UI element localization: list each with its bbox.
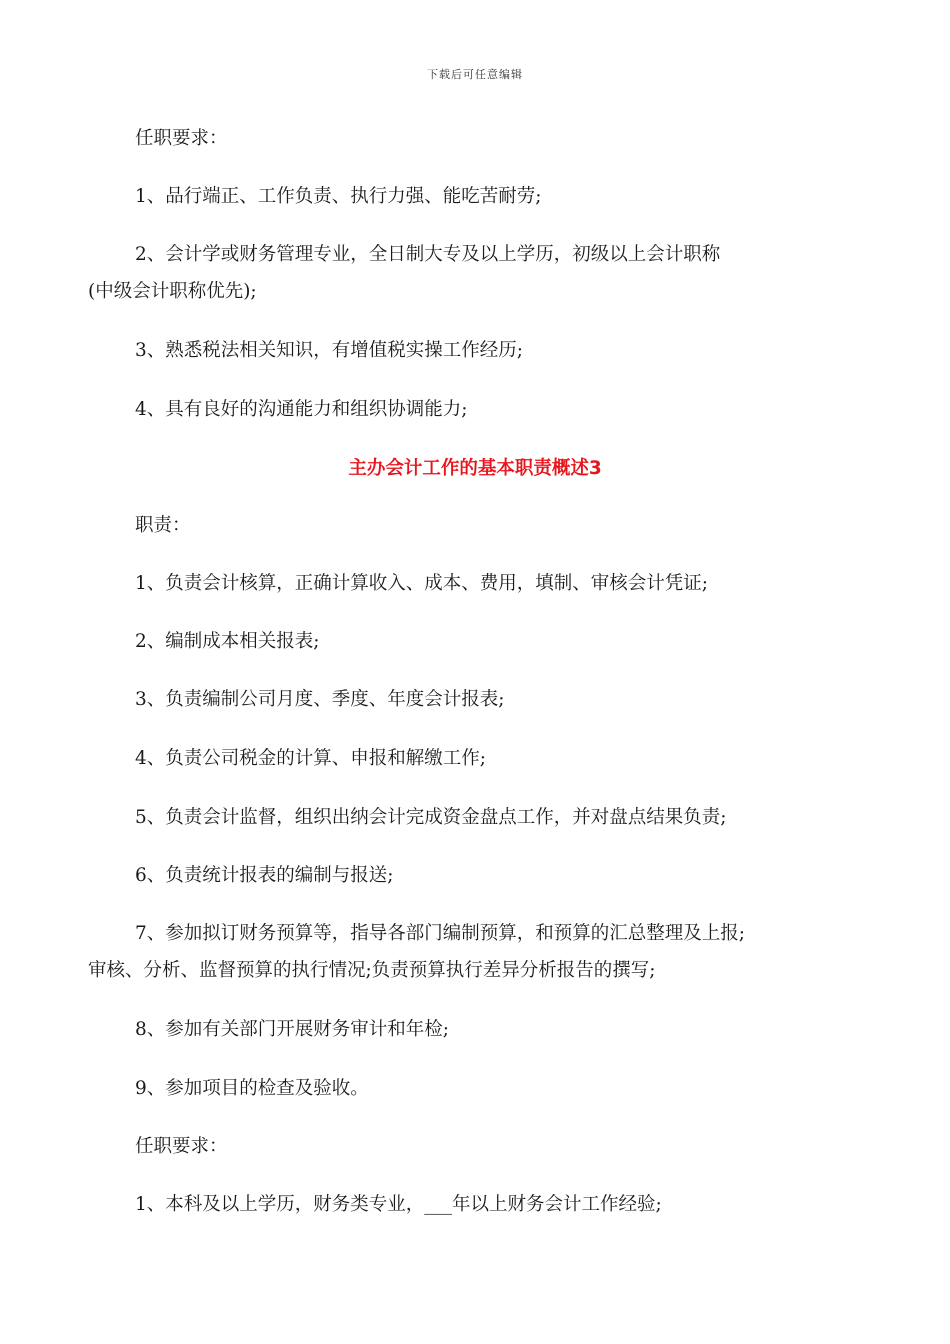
list-item: 3、熟悉税法相关知识，有增值税实操工作经历; [135, 340, 524, 361]
duties-label: 职责： [135, 515, 191, 536]
list-item: 5、负责会计监督，组织出纳会计完成资金盘点工作，并对盘点结果负责; [135, 807, 727, 828]
list-item: 9、参加项目的检查及验收。 [135, 1078, 369, 1099]
list-item: 7、参加拟订财务预算等，指导各部门编制预算，和预算的汇总整理及上报; [135, 923, 746, 944]
page-header: 下载后可任意编辑 [427, 68, 523, 81]
list-item-continuation: (中级会计职称优先); [88, 281, 257, 302]
list-item: 4、具有良好的沟通能力和组织协调能力; [135, 399, 468, 420]
list-item: 1、负责会计核算，正确计算收入、成本、费用，填制、审核会计凭证; [135, 573, 709, 594]
section-heading: 主办会计工作的基本职责概述3 [348, 458, 602, 479]
list-item: 2、编制成本相关报表; [135, 631, 320, 652]
list-item-continuation: 审核、分析、监督预算的执行情况;负责预算执行差异分析报告的撰写; [88, 960, 656, 981]
list-item: 3、负责编制公司月度、季度、年度会计报表; [135, 689, 505, 710]
requirements-label: 任职要求： [135, 128, 228, 149]
list-item: 6、负责统计报表的编制与报送; [135, 865, 394, 886]
list-item: 8、参加有关部门开展财务审计和年检; [135, 1019, 450, 1040]
list-item: 1、品行端正、工作负责、执行力强、能吃苦耐劳; [135, 186, 542, 207]
requirements-label: 任职要求： [135, 1136, 228, 1157]
list-item: 1、本科及以上学历，财务类专业，___年以上财务会计工作经验; [135, 1194, 662, 1215]
list-item: 4、负责公司税金的计算、申报和解缴工作; [135, 748, 487, 769]
list-item: 2、会计学或财务管理专业，全日制大专及以上学历，初级以上会计职称 [135, 244, 721, 265]
